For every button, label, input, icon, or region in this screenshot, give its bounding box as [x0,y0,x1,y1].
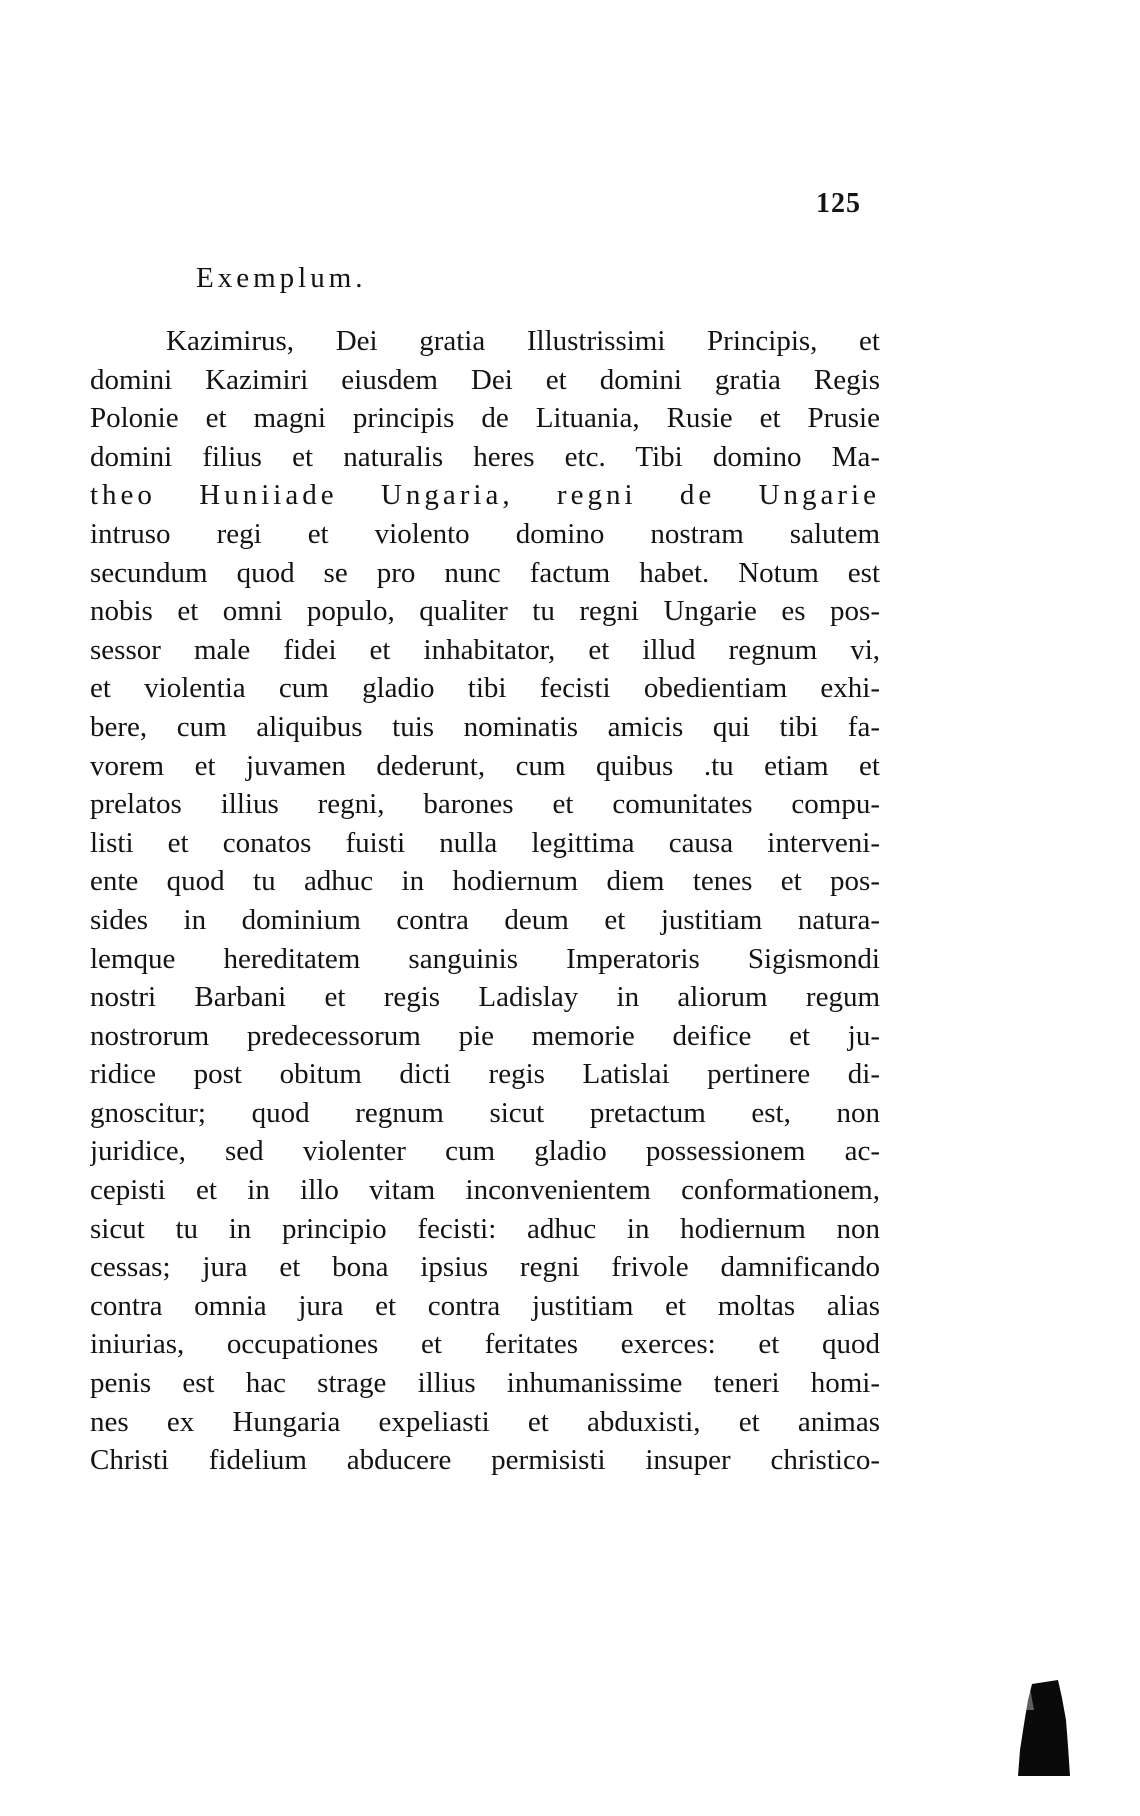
text-line: gnoscitur; quod regnum sicut pretactum est, non [90,1096,880,1129]
text-line: et violentia cum gladio tibi fecisti obedientiam exhi- [90,672,880,705]
text-line: prelatos illius regni, barones et comunitates compu- [90,788,880,821]
text-line: theo Huniiade Ungaria, regni de Ungarie [90,479,880,512]
text-line: bere, cum aliquibus tuis nominatis amicis qui tibi fa- [90,710,880,743]
page-number: 125 [816,188,861,219]
text-line: contra omnia jura et contra justitiam et moltas alias [90,1289,880,1322]
text-line: Christi fidelium abducere permisisti insuper christico- [90,1444,880,1477]
text-line: nostrorum predecessorum pie memorie deifice et ju- [90,1019,880,1052]
text-line: juridice, sed violenter cum gladio possessionem ac- [90,1135,880,1168]
text-line: sessor male fidei et inhabitator, et illud regnum vi, [90,633,880,666]
text-line: ridice post obitum dicti regis Latislai pertinere di- [90,1058,880,1091]
text-line: Kazimirus, Dei gratia Illustrissimi Principis, et [166,325,880,357]
text-line: cessas; jura et bona ipsius regni frivole damnificando [90,1251,880,1284]
text-line: domini Kazimiri eiusdem Dei et domini gratia Regis [90,363,880,396]
text-line: Polonie et magni principis de Lituania, Rusie et Prusie [90,402,880,435]
text-line: vorem et juvamen dederunt, cum quibus .tu etiam et [90,749,880,782]
ink-blot-mark [1018,1680,1070,1776]
text-line: intruso regi et violento domino nostram salutem [90,517,880,550]
text-line: cepisti et in illo vitam inconvenientem conformationem, [90,1174,880,1207]
text-line: nobis et omni populo, qualiter tu regni Ungarie es pos- [90,595,880,628]
text-line: domini filius et naturalis heres etc. Tibi domino Ma- [90,440,880,473]
text-line: nostri Barbani et regis Ladislay in aliorum regum [90,981,880,1014]
text-line: penis est hac strage illius inhumanissime teneri homi- [90,1367,880,1400]
text-line: lemque hereditatem sanguinis Imperatoris Sigismondi [90,942,880,975]
text-line: sides in dominium contra deum et justitiam natura- [90,903,880,936]
text-line: secundum quod se pro nunc factum habet. Notum est [90,556,880,589]
text-line: listi et conatos fuisti nulla legittima causa interveni- [90,826,880,859]
text-line: iniurias, occupationes et feritates exerces: et quod [90,1328,880,1361]
body-text [90,322,880,1480]
section-heading: Exemplum. [196,262,367,294]
text-line: sicut tu in principio fecisti: adhuc in hodiernum non [90,1212,880,1245]
text-line: nes ex Hungaria expeliasti et abduxisti, et animas [90,1405,880,1438]
text-line: ente quod tu adhuc in hodiernum diem tenes et pos- [90,865,880,898]
